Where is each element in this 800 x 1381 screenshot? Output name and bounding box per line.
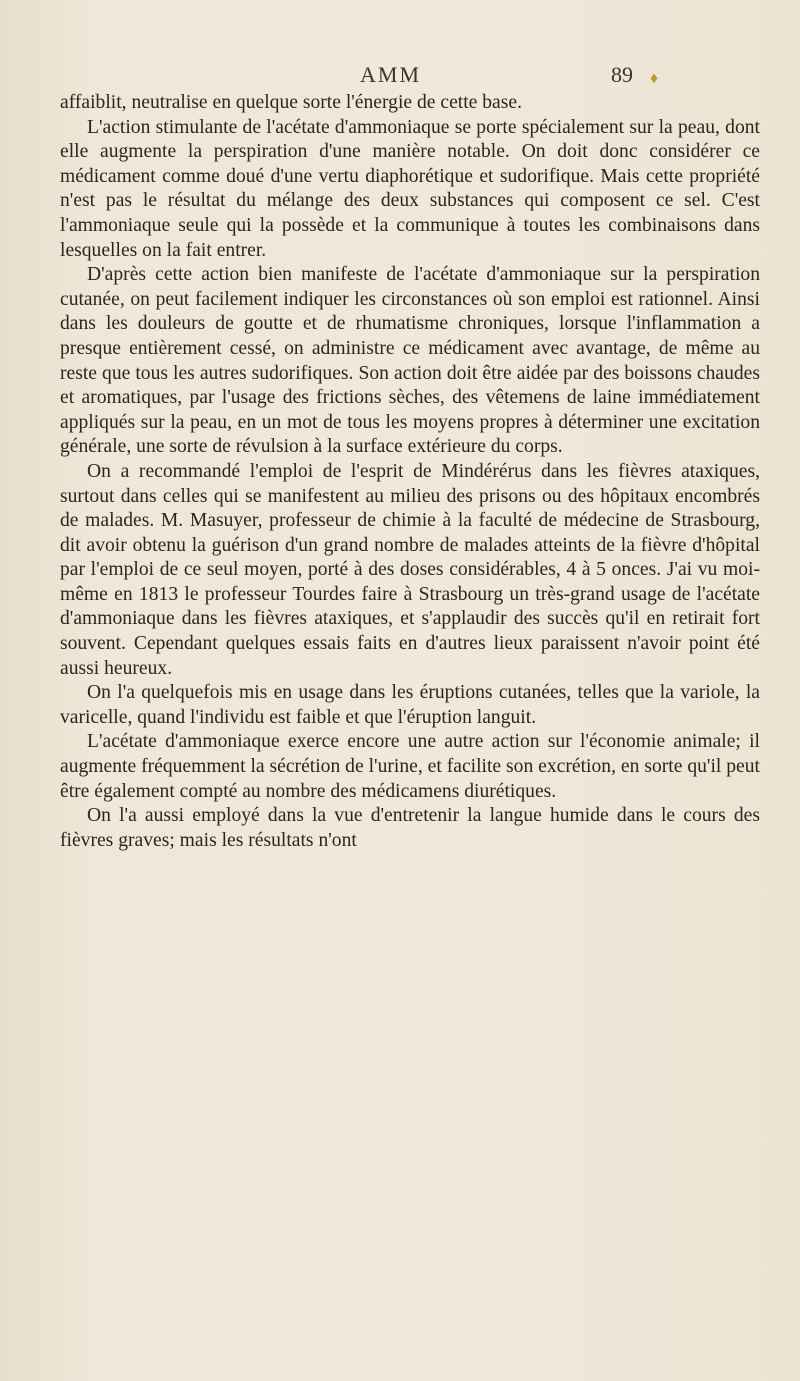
paragraph-ataxic-fevers: On a recommandé l'emploi de l'esprit de Mindérérus dans les fièvres ataxiques, surtout dans celles qui se manifestent au milieu des prisons ou des hôpitaux encombrés de malades. M. Masuyer, professeur de chimie à la faculté de médecine de Strasbourg, dit avoir obtenu la guérison d'un grand nombre de malades atteints de la fièvre d'hôpital par l'emploi de ce seul moyen, porté à des doses considérables, 4 à 5 onces. J'ai vu moi-même en 1813 le professeur Tourdes faire à Strasbourg un très-grand usage de l'acétate d'ammoniaque dans les fièvres ataxiques, et s'applaudir des succès qu'il en retirait fort souvent. Cependant quelques essais faits en d'autres lieux paraissent n'avoir point été aussi heureux. [60,460,760,679]
page-mark-glyph: ♦ [650,70,659,87]
paragraph-diuretic: L'acétate d'ammoniaque exerce encore une autre action sur l'économie animale; il augmente fréquemment la sécrétion de l'urine, et facilite son excrétion, en sorte qu'il peut être également compté au nombre des médicamens diurétiques. [60,731,760,802]
body-text [60,91,760,853]
paragraph-stimulating-action: L'action stimulante de l'acétate d'ammoniaque se porte spécialement sur la peau, dont elle augmente la perspiration d'une manière notable. On doit donc considérer ce médicament comme doué d'une vertu diaphorétique et sudorifique. Mais cette propriété n'est pas le résultat du mélange des deux substances qui composent ce sel. C'est l'ammoniaque seule qui la possède et la communique à toutes les combinaisons dans lesquelles on la fait entrer. [60,116,760,261]
paragraph-continuation: affaiblit, neutralise en quelque sorte l'énergie de cette base. [60,92,522,113]
paragraph-eruptions: On l'a quelquefois mis en usage dans les éruptions cutanées, telles que la variole, la varicelle, quand l'individu est faible et que l'éruption languit. [60,682,760,728]
paragraph-indications: D'après cette action bien manifeste de l'acétate d'ammoniaque sur la perspiration cutanée, on peut facilement indiquer les circonstances où son emploi est rationnel. Ainsi dans les douleurs de goutte et de rhumatisme chroniques, lorsque l'inflammation a presque entièrement cessé, on administre ce médicament avec avantage, de même au reste que tous les autres sudorifiques. Son action doit être aidée par des boissons chaudes et aromatiques, par l'usage des frictions sèches, des vêtemens de laine immédiatement appliqués sur la peau, en un mot de tous les moyens propres à déterminer une excitation générale, une sorte de révulsion à la surface extérieure du corps. [60,264,760,458]
page-number: 89 [611,62,633,87]
page-header [0,62,800,92]
running-head: AMM [360,62,422,87]
paragraph-tongue: On l'a aussi employé dans la vue d'entretenir la langue humide dans le cours des fièvres graves; mais les résultats n'ont [60,805,760,851]
